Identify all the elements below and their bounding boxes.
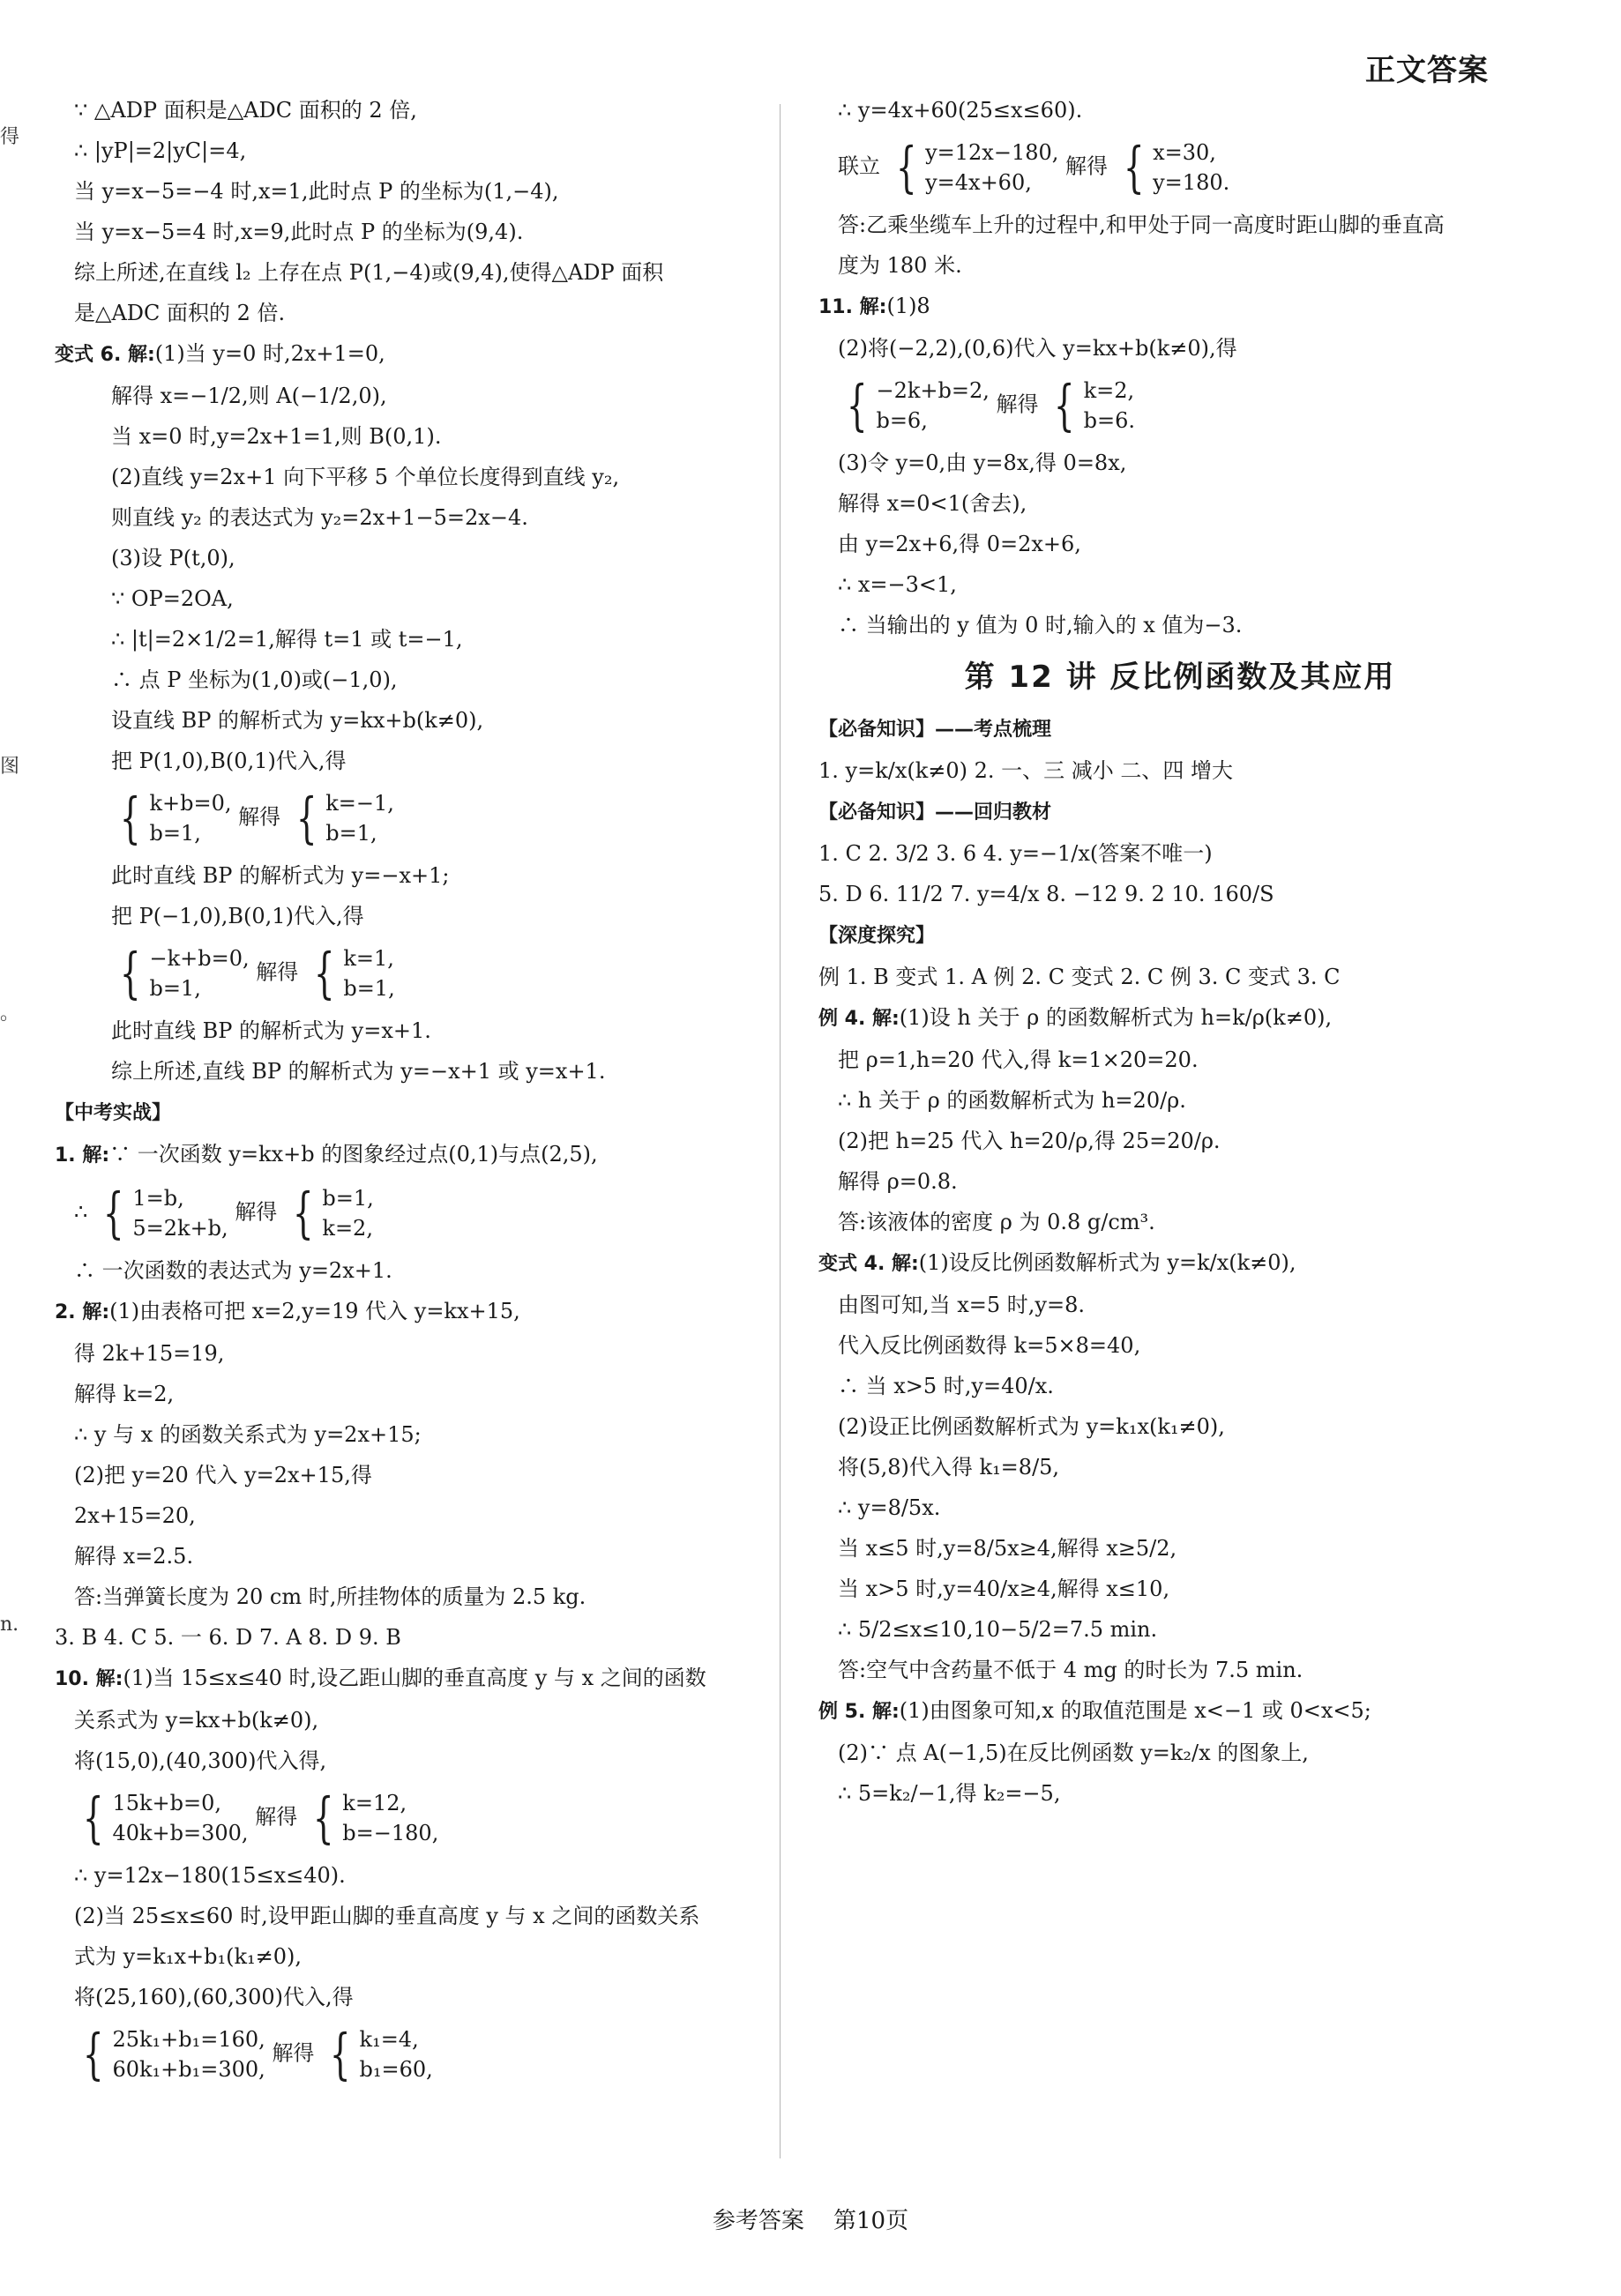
text-line: (1)当 15≤x≤40 时,设乙距山脚的垂直高度 y 与 x 之间的函数 [123,1666,706,1690]
text-line: 是△ADC 面积的 2 倍. [74,301,286,325]
text-line: ∴ 当 x>5 时,y=40/x. [838,1374,1054,1398]
text-line: ∵ 一次函数 y=kx+b 的图象经过点(0,1)与点(2,5), [109,1142,598,1167]
text-line: (1)8 [886,294,930,318]
brace-icon: { [295,786,317,850]
brace-icon: { [313,941,335,1005]
equation: k+b=0, [149,791,232,816]
text-line: 解得 k=2, [74,1382,175,1406]
text-line: 代入反比例函数得 k=5×8=40, [838,1333,1141,1358]
brace-icon: { [1054,373,1075,437]
equation-system [55,1785,751,1850]
question-label: 变式 4. 解: [818,1253,919,1275]
question-label: 11. 解: [818,296,887,318]
equation: 60k₁+b₁=300, [112,2057,265,2082]
equation: b=6, [876,408,928,433]
text-line: 解得 x=−1/2,则 A(−1/2,0), [111,384,387,408]
text-line: 当 y=x−5=4 时,x=9,此时点 P 的坐标为(9,4). [74,220,524,244]
text-line: ∴ y 与 x 的函数关系式为 y=2x+15; [74,1422,422,1447]
brace-icon: { [312,1785,334,1850]
text-line: 由图可知,当 x=5 时,y=8. [838,1293,1085,1317]
text-line: 此时直线 BP 的解析式为 y=x+1. [111,1018,431,1043]
text-line: 将(25,160),(60,300)代入,得 [74,1985,354,2009]
equation: 40k+b=300, [112,1821,249,1845]
text-line: 把 ρ=1,h=20 代入,得 k=1×20=20. [838,1047,1199,1072]
equation: b=1, [325,821,377,846]
column-divider [780,104,781,2158]
answer-list: 1. y=k/x(k≠0) 2. 一、三 减小 二、四 增大 [818,758,1234,783]
footer-label: 参考答案 [712,2208,804,2234]
question-label: 1. 解: [55,1144,110,1167]
therefore-symbol: ∴ [74,1199,88,1225]
equation: b=6. [1083,408,1135,433]
brace-icon: { [1123,135,1145,199]
text-line: 式为 y=k₁x+b₁(k₁≠0), [74,1944,302,1969]
text-line: ∴ x=−3<1, [838,572,957,597]
text-line: 答:乙乘坐缆车上升的过程中,和甲处于同一高度时距山脚的垂直高 [838,212,1445,237]
question-label: 例 4. 解: [818,1008,900,1030]
section-tag: 【深度探究】 [818,925,936,947]
text-line: 关系式为 y=kx+b(k≠0), [74,1708,319,1733]
cut-edge-char: 得 [0,126,20,148]
text-line: (2)设正比例函数解析式为 y=k₁x(k₁≠0), [838,1414,1225,1439]
text-line: (2)直线 y=2x+1 向下平移 5 个单位长度得到直线 y₂, [111,465,620,489]
brace-icon: { [292,1181,314,1245]
text-line: 解得 x=2.5. [74,1544,194,1569]
solve-label: 解得 [238,804,281,830]
question-label: 变式 6. 解: [55,344,155,366]
equation: 15k+b=0, [112,1791,222,1815]
text-line: 度为 180 米. [838,253,962,278]
text-line: ∵ △ADP 面积是△ADC 面积的 2 倍, [74,98,417,123]
left-column [55,97,751,2098]
text-line: (2)当 25≤x≤60 时,设甲距山脚的垂直高度 y 与 x 之间的函数关系 [74,1904,700,1928]
lecture-title: 第 12 讲 反比例函数及其应用 [964,660,1396,695]
text-line: (2)把 y=20 代入 y=2x+15,得 [74,1463,372,1487]
text-line: 当 x≤5 时,y=8/5x≥4,解得 x≥5/2, [838,1536,1177,1561]
equation-system [818,135,1542,199]
equation-system [55,1183,751,1243]
page-footer [0,2203,1621,2235]
cut-edge-char: n. [0,1614,19,1636]
text-line: 答:该液体的密度 ρ 为 0.8 g/cm³. [838,1210,1155,1234]
section-tag: 【必备知识】——考点梳理 [818,719,1052,741]
brace-icon: { [102,1181,124,1245]
equation: b=1, [149,821,201,846]
text-line: 将(5,8)代入得 k₁=8/5, [838,1455,1060,1480]
text-line: 设直线 BP 的解析式为 y=kx+b(k≠0), [111,708,484,733]
text-line: 此时直线 BP 的解析式为 y=−x+1; [111,863,450,888]
text-line: (1)当 y=0 时,2x+1=0, [154,341,385,366]
solve-label: 解得 [996,391,1039,417]
brace-icon: { [846,373,868,437]
text-line: ∴ |yP|=2|yC|=4, [74,138,247,163]
text-line: ∴ y=4x+60(25≤x≤60). [838,98,1083,123]
text-line: 答:空气中含药量不低于 4 mg 的时长为 7.5 min. [838,1658,1304,1682]
text-line: (1)设反比例函数解析式为 y=k/x(k≠0), [918,1250,1296,1275]
text-line: (3)设 P(t,0), [111,546,235,570]
equation: b₁=60, [359,2057,433,2082]
text-line: 把 P(−1,0),B(0,1)代入,得 [111,904,364,928]
text-line: ∴ 当输出的 y 值为 0 时,输入的 x 值为−3. [838,613,1243,637]
equation: k=2, [322,1216,373,1241]
text-line: 综上所述,在直线 l₂ 上存在点 P(1,−4)或(9,4),使得△ADP 面积 [74,260,664,285]
cut-edge-char: 图 [0,756,20,778]
text-line: ∴ 一次函数的表达式为 y=2x+1. [74,1258,392,1283]
equation: y=12x−180, [925,140,1059,165]
text-line: 当 x=0 时,y=2x+1=1,则 B(0,1). [111,424,442,449]
page-number: 第10页 [833,2208,909,2234]
equation: k=1, [343,946,394,971]
equation-system [55,2024,751,2084]
text-line: 解得 ρ=0.8. [838,1169,958,1194]
solve-label: 解得 [235,1199,278,1225]
equation: y=180. [1153,170,1230,195]
solve-label: 解得 [272,2040,315,2066]
text-line: ∴ |t|=2×1/2=1,解得 t=1 或 t=−1, [111,627,463,652]
text-line: 则直线 y₂ 的表达式为 y₂=2x+1−5=2x−4. [111,505,528,530]
text-line: ∵ OP=2OA, [111,586,234,611]
text-line: (2)将(−2,2),(0,6)代入 y=kx+b(k≠0),得 [838,336,1237,361]
text-line: (1)由图象可知,x 的取值范围是 x<−1 或 0<x<5; [899,1698,1371,1723]
text-line: 2x+15=20, [74,1503,196,1528]
text-line: 解得 x=0<1(舍去), [838,491,1027,516]
text-line: (1)由表格可把 x=2,y=19 代入 y=kx+15, [109,1299,520,1323]
equation: b=−180, [342,1821,439,1845]
equation: k=12, [342,1791,407,1815]
brace-icon: { [895,135,917,199]
right-column [818,97,1542,1821]
equation: −2k+b=2, [876,378,990,403]
question-label: 10. 解: [55,1668,123,1690]
text-line: 将(15,0),(40,300)代入得, [74,1748,327,1773]
equation-system [55,788,751,848]
solve-label: 联立 [838,153,880,179]
brace-icon: { [82,1785,104,1850]
brace-icon: { [329,2022,351,2086]
text-line: 当 y=x−5=−4 时,x=1,此时点 P 的坐标为(1,−4), [74,179,559,204]
text-line: (1)设 h 关于 ρ 的函数解析式为 h=k/ρ(k≠0), [899,1005,1333,1030]
page-header-title: 正文答案 [1365,53,1489,88]
answer-list: 例 1. B 变式 1. A 例 2. C 变式 2. C 例 3. C 变式 3. C [818,965,1341,989]
text-line: (2)∵ 点 A(−1,5)在反比例函数 y=k₂/x 的图象上, [838,1741,1309,1765]
equation: b=1, [149,976,201,1001]
equation-system [55,943,751,1003]
answer-list: 1. C 2. 3/2 3. 6 4. y=−1/x(答案不唯一) [818,841,1213,866]
text-line: ∴ 点 P 坐标为(1,0)或(−1,0), [111,667,398,692]
solve-label: 解得 [1065,153,1109,179]
text-line: ∴ 5/2≤x≤10,10−5/2=7.5 min. [838,1617,1158,1642]
equation: k₁=4, [359,2027,419,2052]
equation-system [818,373,1542,437]
equation: 1=b, [132,1186,184,1211]
text-line: ∴ h 关于 ρ 的函数解析式为 h=20/ρ. [838,1088,1186,1113]
answer-list: 5. D 6. 11/2 7. y=4/x 8. −12 9. 2 10. 160/S [818,882,1274,906]
equation: 25k₁+b₁=160, [112,2027,265,2052]
question-label: 2. 解: [55,1301,110,1323]
text-line: 由 y=2x+6,得 0=2x+6, [838,532,1081,556]
equation: k=−1, [325,791,394,816]
equation: y=4x+60, [925,170,1032,195]
text-line: 把 P(1,0),B(0,1)代入,得 [111,749,347,773]
text-line: 得 2k+15=19, [74,1341,225,1366]
text-line: 综上所述,直线 BP 的解析式为 y=−x+1 或 y=x+1. [111,1059,606,1084]
text-line: 当 x>5 时,y=40/x≥4,解得 x≤10, [838,1577,1170,1601]
cut-edge-char: 。 [0,1003,20,1025]
solve-label: 解得 [255,1804,298,1830]
equation: 5=2k+b, [132,1216,228,1241]
section-tag: 【中考实战】 [55,1102,172,1124]
equation: x=30, [1153,140,1216,165]
text-line: ∴ 5=k₂/−1,得 k₂=−5, [838,1781,1061,1806]
text-line: (3)令 y=0,由 y=8x,得 0=8x, [838,451,1127,475]
solve-label: 解得 [256,959,299,985]
text-line: 答:当弹簧长度为 20 cm 时,所挂物体的质量为 2.5 kg. [74,1584,586,1609]
brace-icon: { [119,786,141,850]
brace-icon: { [82,2022,104,2086]
text-line: ∴ y=8/5x. [838,1495,941,1520]
equation: b=1, [322,1186,374,1211]
question-label: 例 5. 解: [818,1701,900,1723]
equation: b=1, [343,976,395,1001]
section-tag: 【必备知识】——回归教材 [818,801,1052,824]
text-line: (2)把 h=25 代入 h=20/ρ,得 25=20/ρ. [838,1129,1221,1153]
brace-icon: { [119,941,141,1005]
equation: k=2, [1083,378,1135,403]
text-line: ∴ y=12x−180(15≤x≤40). [74,1863,346,1888]
equation: −k+b=0, [149,946,250,971]
answer-list: 3. B 4. C 5. 一 6. D 7. A 8. D 9. B [55,1625,401,1650]
